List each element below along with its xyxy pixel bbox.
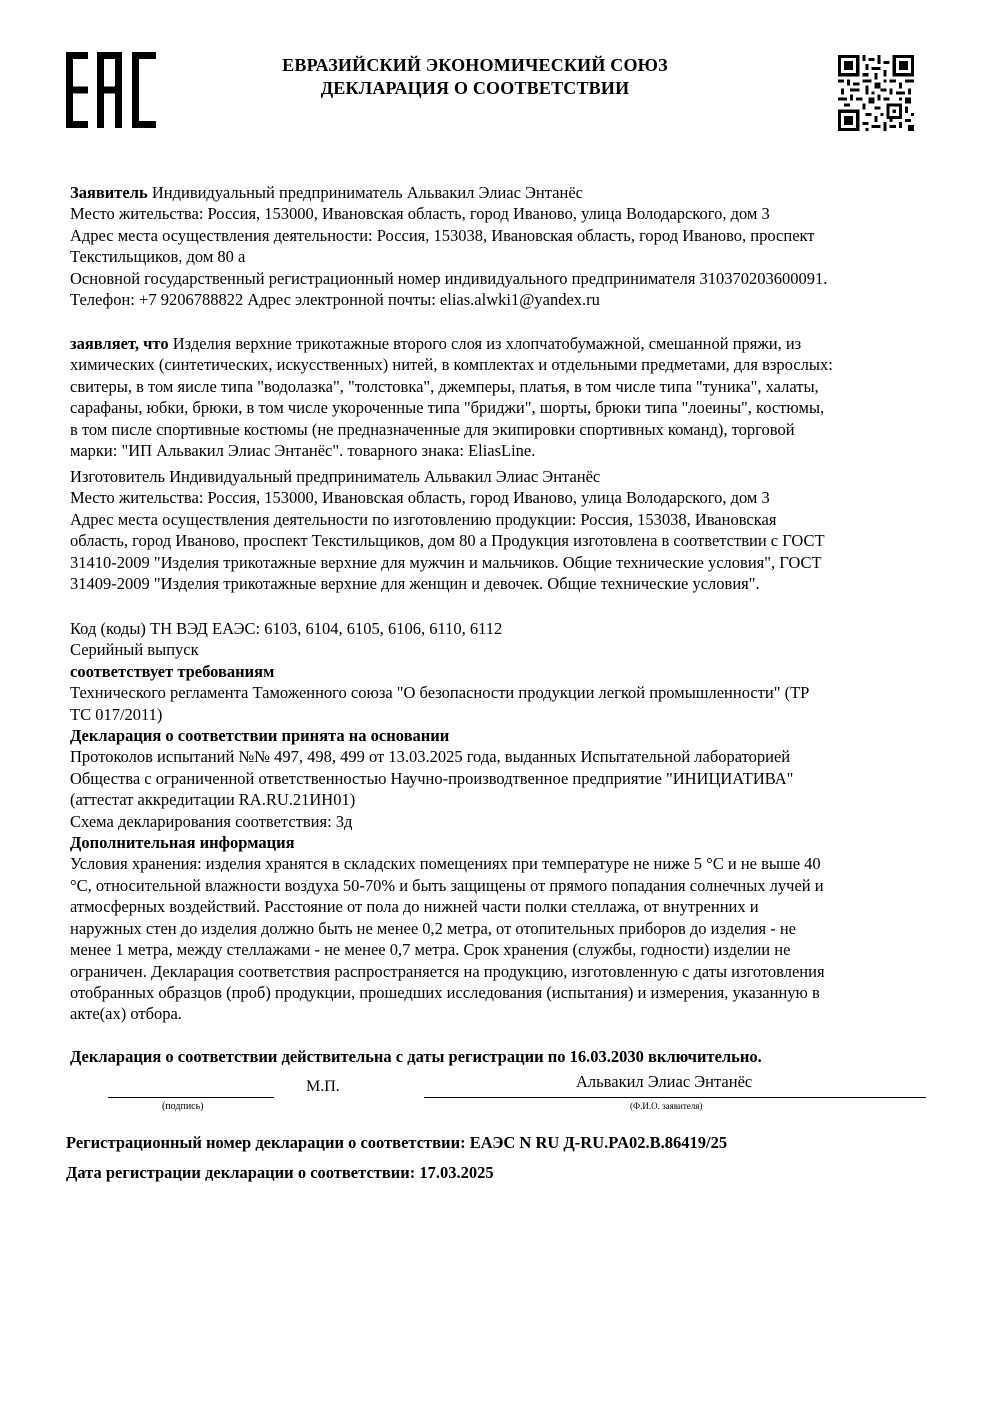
stamp-place: М.П.	[306, 1078, 340, 1095]
manufacturer-line: Адрес места осуществления деятельности по изготовлению продукции: Россия, 153038, Ивановская	[70, 509, 777, 529]
additional-line: менее 1 метра, между стеллажами - не менее 0,7 метра. Срок хранения (службы, годности) изделии не	[70, 940, 791, 960]
additional-label: Дополнительная информация	[70, 833, 295, 853]
requirements-line: Технического регламента Таможенного союза "О безопасности продукции легкой промышленности" (ТР	[70, 683, 810, 703]
basis-line: Общества с ограниченной ответственностью Научно-производтвенное предприятие "ИНИЦИАТИВА"	[70, 768, 794, 788]
manufacturer-section	[70, 466, 930, 594]
additional-line: акте(ах) отбора.	[70, 1004, 182, 1024]
product-line: свитеры, в том яисле типа "водолазка", "толстовка", джемперы, платья, в том числе типа "туника", халаты,	[70, 376, 819, 396]
applicant-ogrnip: Основной государственный регистрационный номер индивидуального предпринимателя 310370203600091.	[70, 268, 828, 288]
product-text: Изделия верхние трикотажные второго слоя из хлопчатобумажной, смешанной пряжи, из	[168, 334, 802, 353]
applicant-signature-name: Альвакил Элиас Энтанёс	[576, 1072, 753, 1091]
product-line: химических (синтетических, искусственных) нитей, в комплектах и отдельными предметами, для взрослых:	[70, 355, 833, 375]
applicant-activity-address-cont: Текстильщиков, дом 80 а	[70, 247, 246, 267]
basis-line: Схема декларирования соответствия: 3д	[70, 811, 353, 831]
manufacturer-line: 31409-2009 "Изделия трикотажные верхние для женщин и девочек. Общие технические условия".	[70, 574, 760, 594]
conformity-section	[70, 618, 930, 1025]
signature-line	[108, 1097, 274, 1098]
registration-date: Дата регистрации декларации о соответствии: 17.03.2025	[66, 1163, 494, 1182]
applicant-section	[70, 182, 930, 310]
release-type: Серийный выпуск	[70, 640, 199, 660]
declares-label: заявляет, что	[70, 334, 169, 353]
manufacturer-line: Изготовитель Индивидуальный предприниматель Альвакил Элиас Энтанёс	[70, 467, 601, 486]
additional-line: ограничен. Декларация соответствия распространяется на продукцию, изготовленную с даты изготовления	[70, 961, 825, 981]
declaration-title: ДЕКЛАРАЦИЯ О СООТВЕТСТВИИ	[320, 78, 630, 98]
qr-code-icon	[838, 55, 914, 131]
manufacturer-line: область, город Иваново, проспект Текстильщиков, дом 80 а Продукция изготовлена в соответствии с ГОСТ	[70, 531, 825, 551]
basis-line: (аттестат аккредитации RA.RU.21ИН01)	[70, 790, 356, 810]
requirements-label: соответствует требованиям	[70, 661, 275, 681]
applicant-activity-address: Адрес места осуществления деятельности: Россия, 153038, Ивановская область, город Иваново, проспект	[70, 225, 815, 245]
applicant-contacts: Телефон: +7 9206788822 Адрес электронной почты: elias.alwki1@yandex.ru	[70, 290, 600, 310]
basis-heading	[70, 725, 930, 746]
product-line: в том писле спортивные костюмы (не предназначенные для экипировки спортивных команд), торговой	[70, 419, 795, 439]
applicant-label: Заявитель	[70, 183, 148, 202]
eac-logo	[66, 52, 156, 128]
tn-ved-codes: Код (коды) ТН ВЭД ЕАЭС: 6103, 6104, 6105, 6106, 6110, 6112	[70, 619, 503, 638]
product-line: марки: "ИП Альвакил Элиас Энтанёс". товарного знака: EliasLine.	[70, 441, 536, 461]
name-caption: (Ф.И.О. заявителя)	[630, 1101, 703, 1111]
applicant-residence: Место жительства: Россия, 153000, Ивановская область, город Иваново, улица Володарского, дом 3	[70, 204, 770, 224]
applicant-line	[70, 182, 930, 203]
product-line	[70, 333, 930, 354]
name-line	[424, 1097, 926, 1098]
additional-line: отобранных образцов (проб) продукции, прошедших исследования (испытания) и измерения, указанную в	[70, 982, 820, 1002]
product-section	[70, 333, 930, 461]
product-line: сарафаны, юбки, брюки, в том числе укороченные типа "бриджи", шорты, брюки типа "лоеины", костюмы,	[70, 398, 825, 418]
requirements-heading	[70, 661, 930, 682]
applicant-name: Индивидуальный предприниматель Альвакил Элиас Энтанёс	[147, 183, 583, 202]
validity-statement: Декларация о соответствии действительна с даты регистрации по 16.03.2030 включительно.	[70, 1047, 762, 1066]
manufacturer-line: 31410-2009 "Изделия трикотажные верхние для мужчин и мальчиков. Общие технические условия", ГОСТ	[70, 552, 822, 572]
additional-line: Условия хранения: изделия хранятся в складских помещениях при температуре не ниже 5 °С и не выше 40	[70, 854, 821, 874]
additional-line: °С, относительной влажности воздуха 50-70% и быть защищены от прямого попадания солнечных лучей и	[70, 875, 824, 895]
signature-caption: (подпись)	[162, 1101, 204, 1112]
manufacturer-line: Место жительства: Россия, 153000, Ивановская область, город Иваново, улица Володарского, дом 3	[70, 488, 770, 508]
requirements-line: ТС 017/2011)	[70, 704, 163, 724]
union-title: ЕВРАЗИЙСКИЙ ЭКОНОМИЧЕСКИЙ СОЮЗ	[282, 55, 668, 75]
registration-number: Регистрационный номер декларации о соответствии: ЕАЭС N RU Д-RU.PA02.B.86419/25	[66, 1133, 728, 1152]
basis-label: Декларация о соответствии принята на основании	[70, 726, 450, 746]
basis-line: Протоколов испытаний №№ 497, 498, 499 от 13.03.2025 года, выданных Испытательной лабораторией	[70, 747, 791, 767]
additional-line: наружных стен до изделия должно быть не менее 0,2 метра, от отопительных приборов до изделия - не	[70, 918, 796, 938]
additional-line: атмосферных воздействий. Расстояние от пола до нижней части полки стеллажа, от внутренних и	[70, 897, 759, 917]
additional-heading	[70, 832, 930, 853]
